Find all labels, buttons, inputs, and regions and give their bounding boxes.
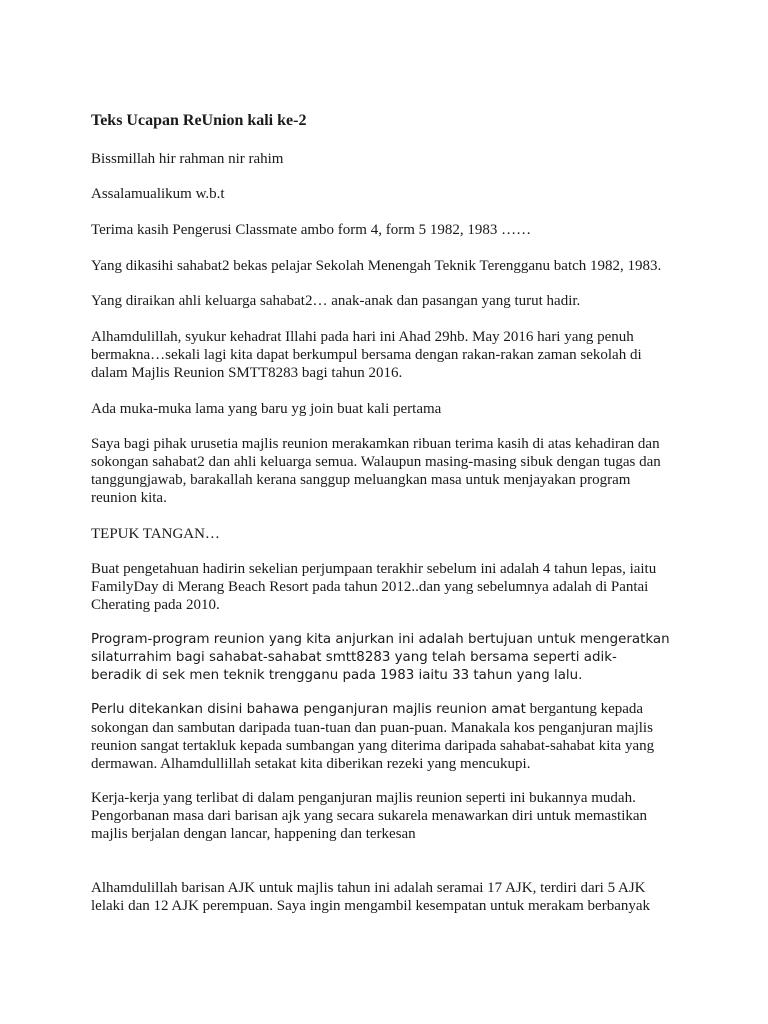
paragraph-old-faces: Ada muka-muka lama yang baru yg join buat kali pertama (91, 401, 442, 417)
paragraph-committee-members: Alhamdulillah barisan AJK untuk majlis tahun ini adalah seramai 17 AJK, terdiri dari 5 AJK lelaki dan 12 AJK perempuan. Saya ingin mengambil kesempatan untuk merakam berbanyak (91, 880, 651, 914)
emphasis-serif-rest: bergantung kepada sokongan dan sambutan daripada tuan-tuan dan puan-puan. Manakala kos penganjuran majlis reunion sangat tertakluk kepada sumbangan yang diterima daripada sahabat-sahabat kita yang dermawan. Alhamdullillah setakat kita diberikan rezeki yang mencukupi. (91, 701, 655, 772)
paragraph-salam: Assalamualikum w.b.t (91, 186, 225, 202)
paragraph-emphasis (91, 700, 691, 773)
paragraph-beloved-friends: Yang dikasihi sahabat2 bekas pelajar Sekolah Menengah Teknik Terengganu batch 1982, 1983. (91, 258, 662, 274)
paragraph-secretariat-thanks: Saya bagi pihak urusetia majlis reunion merakamkan ribuan terima kasih di atas kehadiran dan sokongan sahabat2 dan ahli keluarga semua. Walaupun masing-masing sibuk dengan tugas dan tanggungjawab, barakallah kerana sanggup meluangkan masa untuk menjayakan program reunion kita. (91, 436, 661, 506)
paragraph-program-purpose: Program-program reunion yang kita anjurkan ini adalah bertujuan untuk mengeratkan silaturrahim bagi sahabat-sahabat smtt8283 yang telah bersama seperti adik- beradik di sek men teknik trengganu pada 1983 iaitu 33 tahun yang lalu. (91, 632, 670, 683)
document-title: Teks Ucapan ReUnion kali ke-2 (91, 112, 307, 129)
paragraph-alhamdulillah: Alhamdulillah, syukur kehadrat Illahi pada hari ini Ahad 29hb. May 2016 hari yang penuh bermakna…sekali lagi kita dapat berkumpul bersama dengan rakan-rakan zaman sekolah di dalam Majlis Reunion SMTT8283 bagi tahun 2016. (91, 329, 642, 381)
paragraph-applause: TEPUK TANGAN… (91, 526, 220, 542)
paragraph-thanks-chairman: Terima kasih Pengerusi Classmate ambo form 4, form 5 1982, 1983 …… (91, 222, 532, 238)
paragraph-last-meeting: Buat pengetahuan hadirin sekelian perjumpaan terakhir sebelum ini adalah 4 tahun lepas, iaitu FamilyDay di Merang Beach Resort pada tahun 2012..dan yang sebelumnya adalah di Pantai Cherating pada 2010. (91, 561, 657, 613)
emphasis-sans-lead: Perlu ditekankan disini bahawa penganjuran majlis reunion amat (91, 702, 526, 717)
paragraph-bismillah: Bissmillah hir rahman nir rahim (91, 151, 284, 167)
paragraph-committee-work: Kerja-kerja yang terlibat di dalam penganjuran majlis reunion seperti ini bukannya mudah. Pengorbanan masa dari barisan ajk yang secara sukarela menawarkan diri untuk memastikan majlis berjalan dengan lancar, happening dan terkesan (91, 790, 648, 842)
paragraph-family-members: Yang diraikan ahli keluarga sahabat2… anak-anak dan pasangan yang turut hadir. (91, 293, 581, 309)
